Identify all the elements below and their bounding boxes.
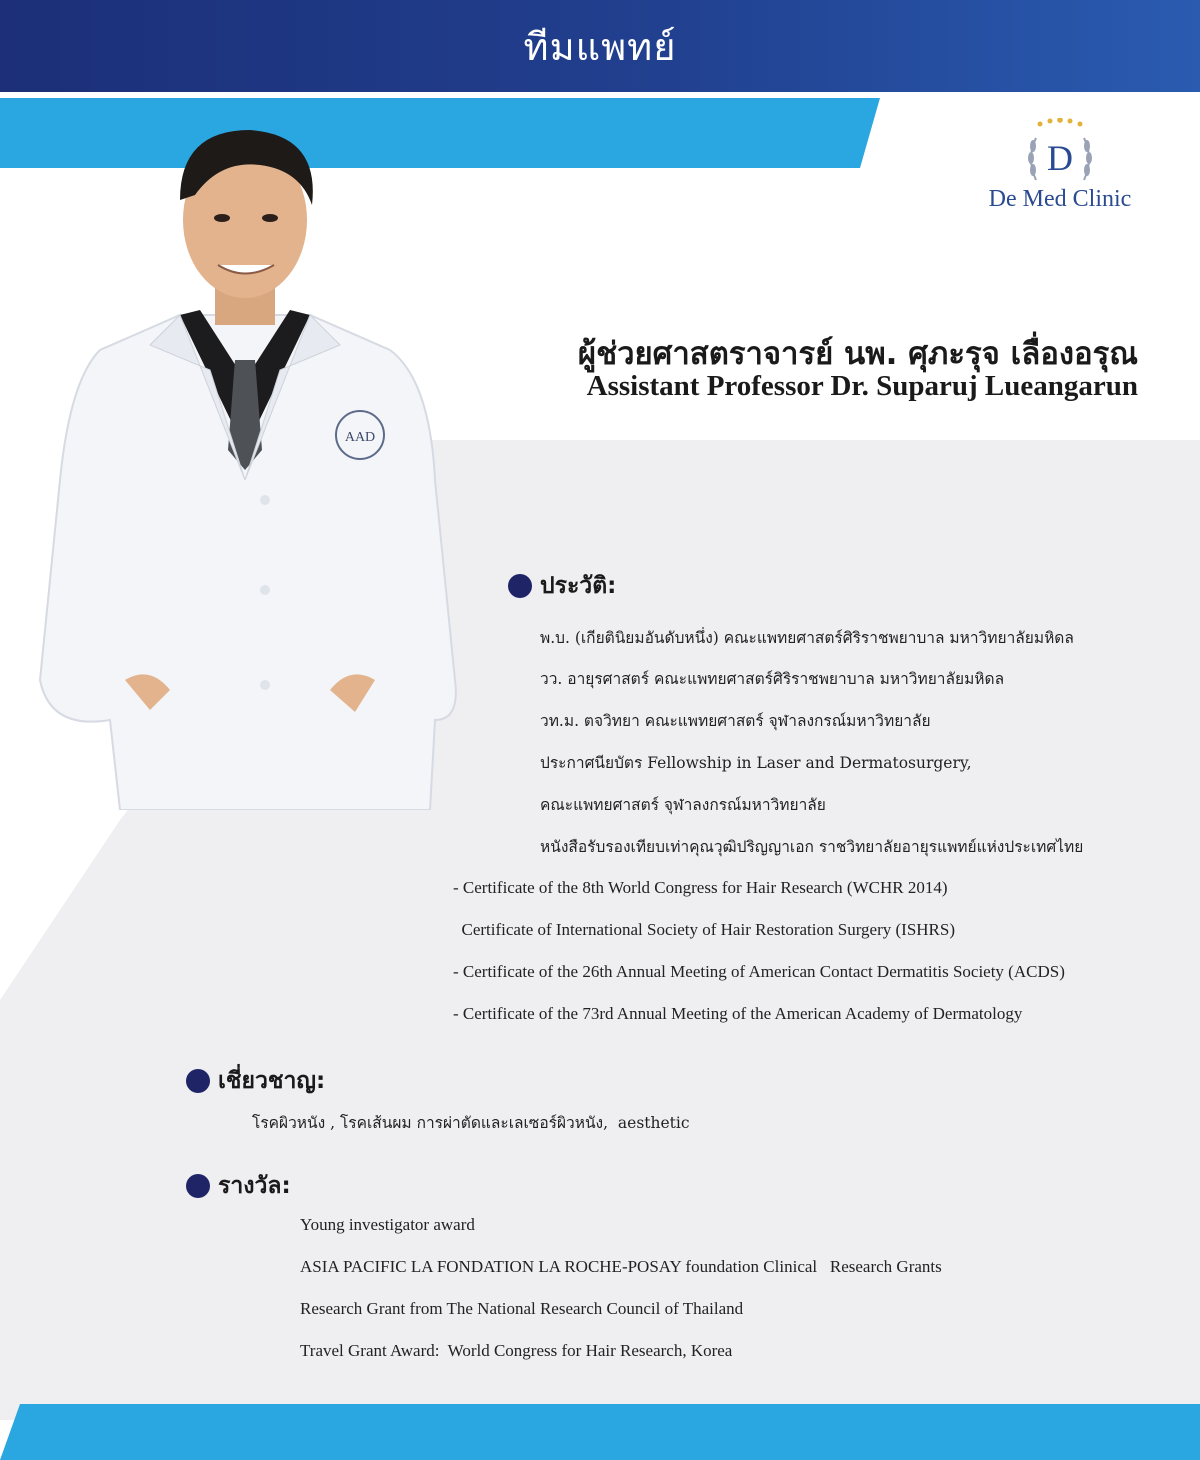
svg-text:AAD: AAD <box>344 430 376 445</box>
bottom-accent-stripe <box>0 1404 1200 1460</box>
history-item: หนังสือรับรองเทียบเท่าคุณวุฒิปริญญาเอก ราชวิทยาลัยอายุรแพทย์แห่งประเทศไทย <box>540 838 1084 856</box>
expertise-heading-label: เชี่ยวชาญ: <box>218 1068 326 1094</box>
award-item: ASIA PACIFIC LA FONDATION LA ROCHE-POSAY foundation Clinical Research Grants <box>300 1257 942 1276</box>
doctor-photo <box>30 120 460 810</box>
history-item: คณะแพทยศาสตร์ จุฬาลงกรณ์มหาวิทยาลัย <box>540 796 826 814</box>
history-item: ประกาศนียบัตร Fellowship in Laser and Dermatosurgery, <box>540 754 972 772</box>
certificate-item: - Certificate of the 26th Annual Meeting of American Contact Dermatitis Society (ACDS) <box>453 962 1065 981</box>
history-item: พ.บ. (เกียตินิยมอันดับหนึ่ง) คณะแพทยศาสตร์ศิริราชพยาบาล มหาวิทยาลัยมหิดล <box>540 629 1074 647</box>
expertise-heading <box>186 1063 325 1099</box>
certificate-item: - Certificate of the 73rd Annual Meeting of the American Academy of Dermatology <box>453 1004 1023 1023</box>
bullet-icon <box>508 574 532 598</box>
bullet-icon <box>186 1069 210 1093</box>
certificate-item: - Certificate of the 8th World Congress for Hair Research (WCHR 2014) <box>453 878 948 897</box>
history-item: วท.ม. ตจวิทยา คณะแพทยศาสตร์ จุฬาลงกรณ์มหาวิทยาลัย <box>540 712 931 730</box>
bullet-icon <box>186 1174 210 1198</box>
page-title: ทีมแพทย์ <box>523 24 677 69</box>
awards-heading <box>186 1168 291 1204</box>
awards-heading-label: รางวัล: <box>218 1173 291 1199</box>
logo-monogram: D <box>1047 138 1073 178</box>
award-item: Research Grant from The National Research Council of Thailand <box>300 1299 744 1318</box>
award-item: Travel Grant Award: World Congress for Hair Research, Korea <box>300 1341 733 1360</box>
certificate-item: Certificate of International Society of Hair Restoration Surgery (ISHRS) <box>453 920 956 939</box>
clinic-name: De Med Clinic <box>988 186 1132 212</box>
award-item: Young investigator award <box>300 1215 475 1234</box>
history-item: วว. อายุรศาสตร์ คณะแพทยศาสตร์ศิริราชพยาบาล มหาวิทยาลัยมหิดล <box>540 670 1005 688</box>
doctor-name-english: Assistant Professor Dr. Suparuj Lueangarun <box>586 370 1138 402</box>
history-heading <box>508 568 616 604</box>
doctor-name-thai: ผู้ช่วยศาสตราจารย์ นพ. ศุภะรุจ เลื่องอรุณ <box>577 336 1138 372</box>
history-heading-label: ประวัติ: <box>540 573 617 599</box>
expertise-text: โรคผิวหนัง , โรคเส้นผม การผ่าตัดและเลเซอร์ผิวหนัง, aesthetic <box>252 1114 690 1132</box>
